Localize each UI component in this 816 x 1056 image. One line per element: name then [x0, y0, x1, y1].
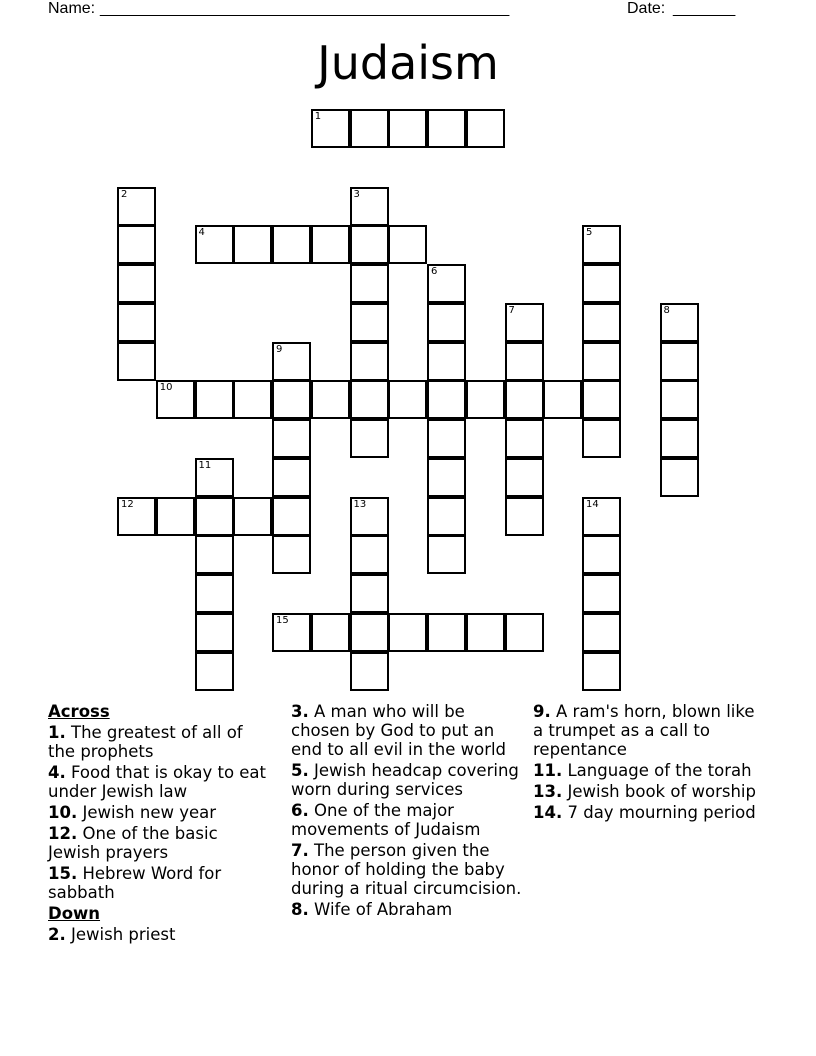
grid-cell[interactable]	[117, 303, 156, 342]
clues-column-1	[48, 702, 273, 946]
clue-number: 13.	[533, 782, 563, 801]
clue-item	[48, 803, 273, 822]
clue-number: 4.	[48, 763, 66, 782]
clue-number: 8.	[291, 900, 309, 919]
cell-number: 8	[663, 304, 670, 316]
grid-cell[interactable]	[388, 109, 427, 148]
grid-cell[interactable]	[582, 225, 621, 264]
grid-cell[interactable]	[582, 264, 621, 303]
grid-cell[interactable]	[272, 535, 311, 574]
grid-cell[interactable]	[350, 225, 389, 264]
grid-cell[interactable]	[505, 303, 544, 342]
cell-number: 13	[353, 498, 367, 510]
cell-number: 3	[353, 188, 360, 200]
grid-cell[interactable]	[350, 303, 389, 342]
clue-text: 7 day mourning period	[567, 803, 756, 822]
grid-cell[interactable]	[388, 613, 427, 652]
header	[48, 0, 748, 20]
grid-cell[interactable]	[311, 225, 350, 264]
clue-item	[48, 763, 273, 801]
name-blank[interactable]: ______________________________________________	[100, 0, 510, 17]
grid-cell[interactable]	[582, 303, 621, 342]
grid-cell[interactable]	[582, 613, 621, 652]
grid-cell[interactable]	[272, 419, 311, 458]
cell-number: 10	[159, 382, 173, 394]
grid-cell[interactable]	[350, 535, 389, 574]
clue-item	[48, 864, 273, 902]
clue-number: 15.	[48, 864, 78, 883]
clue-item	[533, 782, 769, 801]
grid-cell[interactable]	[427, 535, 466, 574]
grid-cell[interactable]	[350, 419, 389, 458]
grid-cell[interactable]	[466, 380, 505, 419]
date-blank[interactable]: _______	[673, 0, 736, 17]
grid-cell[interactable]	[427, 342, 466, 381]
cell-number: 4	[198, 227, 205, 239]
clue-text: Jewish book of worship	[567, 782, 756, 801]
grid-cell[interactable]	[427, 613, 466, 652]
clue-item	[291, 841, 527, 898]
clue-text: Wife of Abraham	[314, 900, 453, 919]
clue-number: 1.	[48, 723, 66, 742]
grid-cell[interactable]	[195, 652, 234, 691]
grid-cell[interactable]	[427, 303, 466, 342]
cell-number: 14	[586, 498, 599, 510]
clue-text: A ram's horn, blown like a trumpet as a call to repentance	[533, 702, 755, 759]
clue-text: Hebrew Word for sabbath	[48, 864, 222, 902]
clue-number: 5.	[291, 761, 309, 780]
grid-cell[interactable]	[272, 380, 311, 419]
grid-cell[interactable]	[156, 497, 195, 536]
clue-item	[48, 824, 273, 862]
clue-item	[291, 702, 527, 759]
clue-item	[48, 723, 273, 761]
grid-cell[interactable]	[582, 535, 621, 574]
clue-number: 10.	[48, 803, 78, 822]
grid-cell[interactable]	[582, 497, 621, 536]
clue-text: The greatest of all of the prophets	[48, 723, 243, 761]
grid-cell[interactable]	[582, 342, 621, 381]
clue-text: Jewish new year	[82, 803, 217, 822]
grid-cell[interactable]	[660, 419, 699, 458]
clue-item	[291, 900, 527, 919]
grid-cell[interactable]	[427, 458, 466, 497]
grid-cell[interactable]	[195, 497, 234, 536]
down-heading: Down	[48, 904, 101, 923]
grid-cell[interactable]	[388, 380, 427, 419]
grid-cell[interactable]	[311, 380, 350, 419]
clue-item	[533, 761, 769, 780]
grid-cell[interactable]	[582, 652, 621, 691]
grid-cell[interactable]	[388, 225, 427, 264]
clue-number: 9.	[533, 702, 551, 721]
grid-cell[interactable]	[350, 574, 389, 613]
grid-cell[interactable]	[195, 225, 234, 264]
clue-text: Jewish priest	[71, 925, 176, 944]
clue-number: 3.	[291, 702, 309, 721]
clue-number: 7.	[291, 841, 309, 860]
grid-cell[interactable]	[582, 380, 621, 419]
grid-cell[interactable]	[505, 419, 544, 458]
grid-cell[interactable]	[505, 342, 544, 381]
clue-text: One of the major movements of Judaism	[291, 801, 481, 839]
grid-cell[interactable]	[350, 613, 389, 652]
date-label: Date:	[627, 0, 666, 17]
grid-cell[interactable]	[543, 380, 582, 419]
clue-item	[291, 761, 527, 799]
grid-cell[interactable]	[505, 497, 544, 536]
clue-item	[533, 803, 769, 822]
grid-cell[interactable]	[660, 458, 699, 497]
clue-item	[48, 925, 273, 944]
cell-number: 9	[276, 343, 283, 355]
grid-cell[interactable]	[350, 497, 389, 536]
name-label: Name:	[48, 0, 96, 17]
grid-cell[interactable]	[350, 342, 389, 381]
cell-number: 1	[314, 111, 322, 122]
clue-number: 11.	[533, 761, 563, 780]
grid-cell[interactable]	[427, 380, 466, 419]
grid-cell[interactable]	[233, 380, 272, 419]
cell-number: 5	[586, 227, 593, 239]
grid-cell[interactable]	[350, 380, 389, 419]
clues-column-3	[533, 702, 769, 824]
cell-number: 2	[121, 188, 128, 200]
grid-cell[interactable]	[311, 109, 350, 148]
grid-cell[interactable]	[350, 264, 389, 303]
cell-number: 11	[198, 459, 212, 471]
grid-cell[interactable]	[427, 264, 466, 303]
grid-cell[interactable]	[466, 613, 505, 652]
grid-cell[interactable]	[505, 380, 544, 419]
clue-item	[291, 801, 527, 839]
grid-cell[interactable]	[505, 458, 544, 497]
grid-cell[interactable]	[350, 187, 389, 226]
grid-cell[interactable]	[117, 225, 156, 264]
cell-number: 7	[508, 304, 515, 316]
grid-cell[interactable]	[272, 497, 311, 536]
clue-number: 2.	[48, 925, 66, 944]
grid-cell[interactable]	[195, 613, 234, 652]
clue-item	[533, 702, 769, 759]
grid-cell[interactable]	[117, 187, 156, 226]
grid-cell[interactable]	[195, 380, 234, 419]
grid-cell[interactable]	[350, 652, 389, 691]
grid-cell[interactable]	[272, 458, 311, 497]
grid-cell[interactable]	[582, 419, 621, 458]
grid-cell[interactable]	[427, 109, 466, 148]
grid-cell[interactable]	[427, 419, 466, 458]
grid-cell[interactable]	[117, 342, 156, 381]
clue-text: Jewish headcap covering worn during services	[291, 761, 519, 799]
grid-cell[interactable]	[117, 264, 156, 303]
grid-cell[interactable]	[117, 497, 156, 536]
puzzle-title: Judaism	[317, 36, 499, 90]
clue-text: One of the basic Jewish prayers	[48, 824, 218, 862]
clue-text: The person given the honor of holding the baby during a ritual circumcision.	[291, 841, 522, 898]
grid-cell[interactable]	[350, 109, 389, 148]
grid-cell[interactable]	[195, 574, 234, 613]
grid-cell[interactable]	[156, 380, 195, 419]
grid-cell[interactable]	[272, 225, 311, 264]
grid-cell[interactable]	[505, 613, 544, 652]
cell-number: 15	[276, 614, 289, 626]
grid-cell[interactable]	[233, 497, 272, 536]
grid-cell[interactable]	[582, 574, 621, 613]
clue-number: 12.	[48, 824, 78, 843]
grid-cell[interactable]	[272, 613, 311, 652]
grid-cell[interactable]	[272, 342, 311, 381]
grid-cell[interactable]	[660, 303, 699, 342]
cell-number: 6	[431, 266, 438, 277]
clue-number: 14.	[533, 803, 563, 822]
clue-number: 6.	[291, 801, 309, 820]
grid-cell[interactable]	[660, 380, 699, 419]
grid-cell[interactable]	[466, 109, 505, 148]
clue-text: Food that is okay to eat under Jewish law	[48, 763, 267, 801]
grid-cell[interactable]	[311, 613, 350, 652]
grid-cell[interactable]	[660, 342, 699, 381]
grid-cell[interactable]	[233, 225, 272, 264]
clues-column-2	[291, 702, 527, 921]
grid-cell[interactable]	[195, 535, 234, 574]
cell-number: 12	[121, 498, 134, 510]
clue-text: A man who will be chosen by God to put an end to all evil in the world	[291, 702, 507, 759]
grid-cell[interactable]	[195, 458, 234, 497]
across-heading: Across	[48, 702, 110, 721]
grid-cell[interactable]	[427, 497, 466, 536]
clue-text: Language of the torah	[567, 761, 752, 780]
